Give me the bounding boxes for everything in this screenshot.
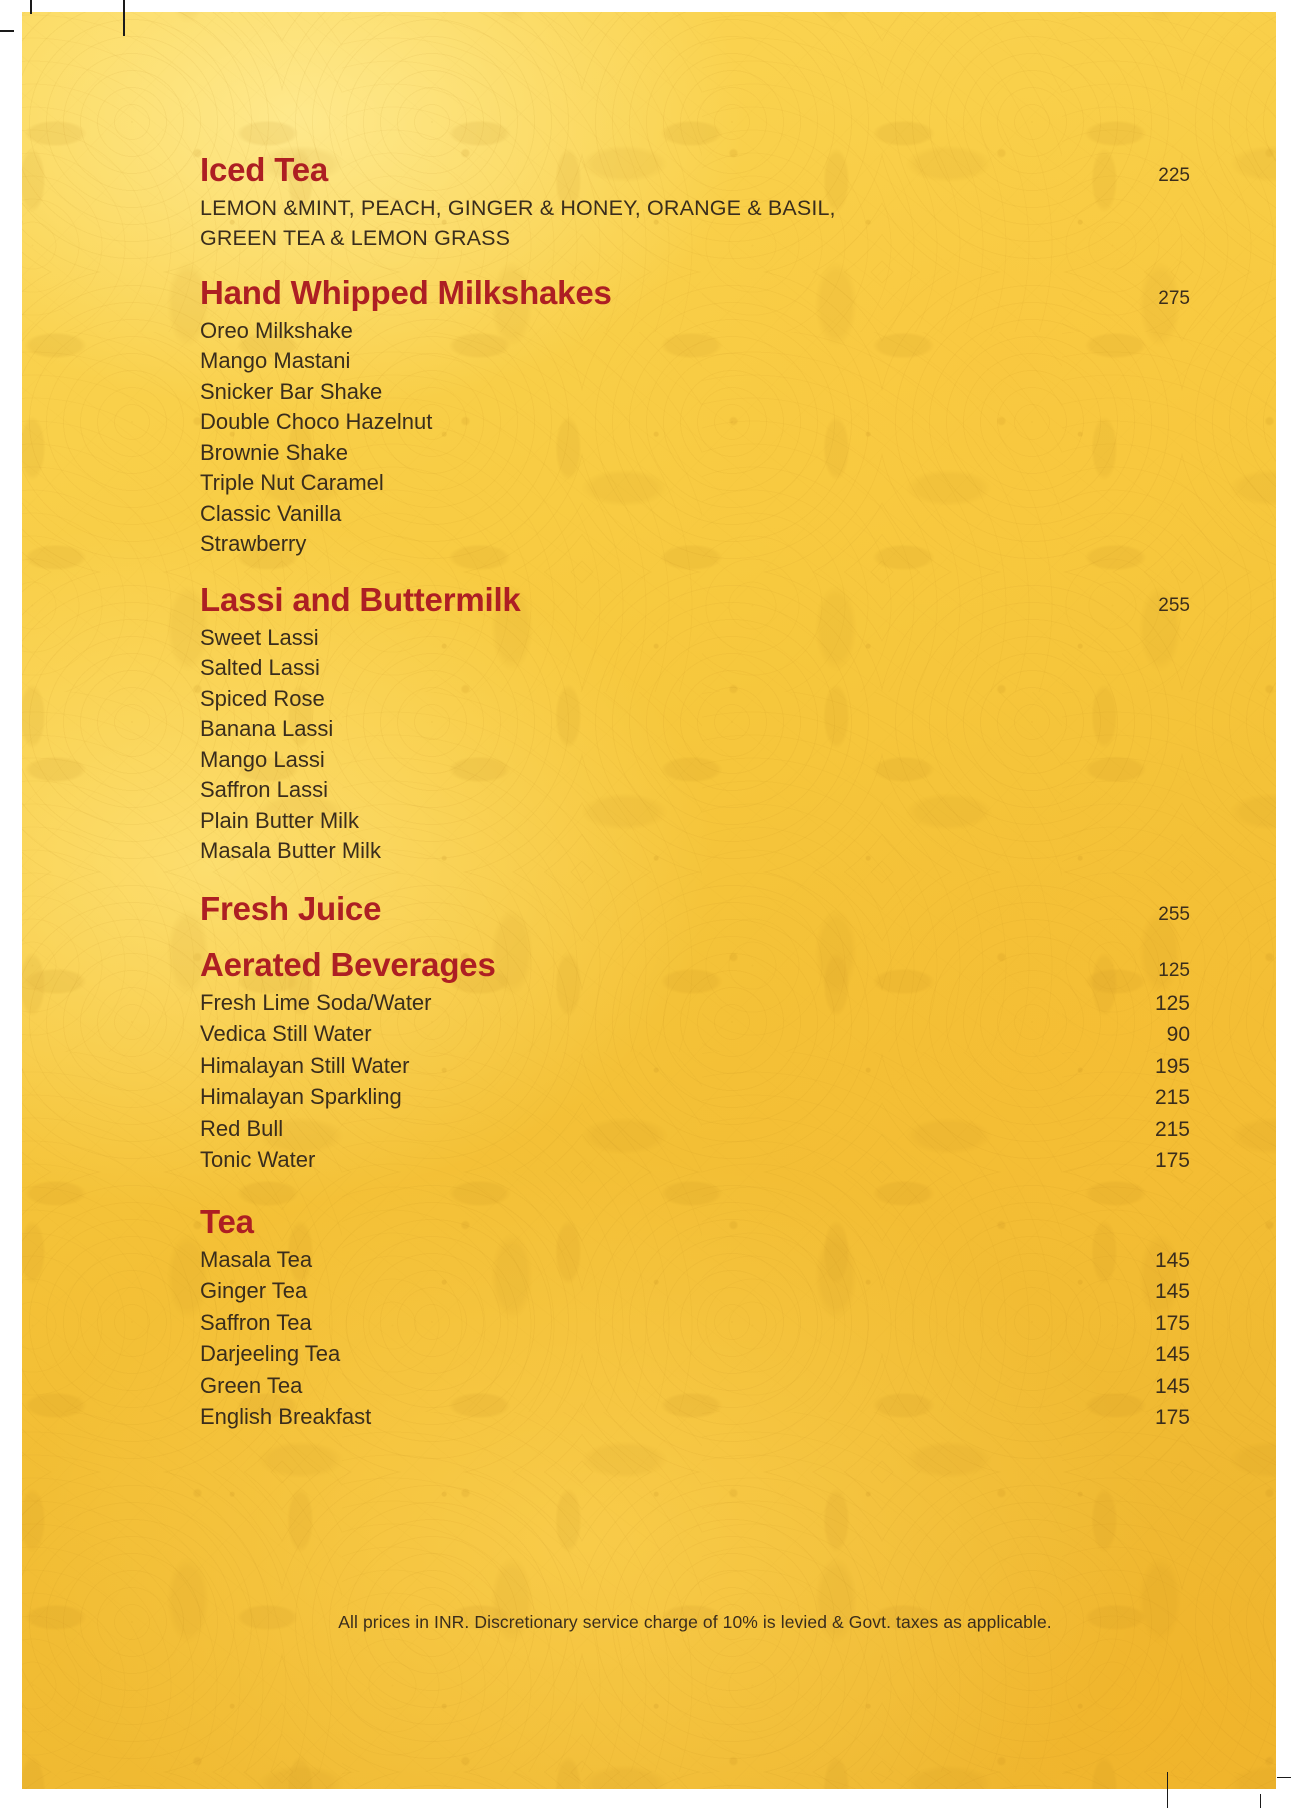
item-name: Salted Lassi	[200, 655, 320, 681]
section-subtitle-line-2: GREEN TEA & LEMON GRASS	[200, 226, 511, 251]
list-item	[200, 407, 1190, 438]
item-name: Double Choco Hazelnut	[200, 409, 433, 435]
item-name: Strawberry	[200, 531, 307, 557]
list-item	[200, 1082, 1190, 1114]
list-item	[200, 653, 1190, 684]
section-header	[200, 275, 1190, 312]
list-item	[200, 684, 1190, 715]
item-name: Darjeeling Tea	[200, 1341, 341, 1367]
item-name: Vedica Still Water	[200, 1021, 372, 1047]
list-item	[200, 1019, 1190, 1051]
menu-section-lassi-and-buttermilk	[200, 582, 1190, 867]
section-items	[200, 316, 1190, 560]
section-header	[200, 152, 1190, 189]
item-name: Ginger Tea	[200, 1278, 308, 1304]
list-item	[200, 468, 1190, 499]
item-name: Fresh Lime Soda/Water	[200, 989, 432, 1015]
list-item	[200, 1145, 1190, 1177]
list-item	[200, 346, 1190, 377]
section-title: Iced Tea	[200, 151, 329, 188]
price-footnote: All prices in INR. Discretionary service charge of 10% is levied & Govt. taxes as applicable.	[338, 1612, 1052, 1632]
section-price: 255	[1158, 594, 1190, 616]
section-title: Fresh Juice	[200, 889, 382, 927]
item-name: Saffron Tea	[200, 1309, 312, 1335]
menu-section-iced-tea	[200, 152, 1190, 254]
section-title: Lassi and Buttermilk	[200, 580, 521, 618]
section-items	[200, 623, 1190, 867]
list-item	[200, 775, 1190, 806]
item-name: Red Bull	[200, 1115, 284, 1141]
item-name: Snicker Bar Shake	[200, 378, 383, 404]
list-item	[200, 316, 1190, 347]
list-item	[200, 499, 1190, 530]
item-price: 175	[1154, 1406, 1190, 1430]
list-item	[200, 377, 1190, 408]
item-price: 145	[1154, 1374, 1190, 1398]
list-item	[200, 1371, 1190, 1403]
list-item	[200, 1051, 1190, 1083]
item-name: Sweet Lassi	[200, 624, 319, 650]
crop-mark-bottom-right-horizontal	[1277, 1777, 1291, 1779]
menu-section-hand-whipped-milkshakes	[200, 275, 1190, 560]
item-price: 145	[1154, 1343, 1190, 1367]
item-name: Himalayan Sparkling	[200, 1084, 402, 1110]
section-price: 225	[1158, 165, 1190, 186]
section-header	[200, 947, 1190, 984]
item-name: Mango Mastani	[200, 348, 351, 374]
section-header	[200, 582, 1190, 619]
section-items	[200, 1245, 1190, 1434]
item-name: Masala Tea	[200, 1246, 313, 1272]
item-price: 215	[1154, 1086, 1190, 1110]
item-name: Himalayan Still Water	[200, 1052, 410, 1078]
item-name: Classic Vanilla	[200, 500, 342, 526]
item-name: Saffron Lassi	[200, 777, 329, 803]
list-item	[200, 1276, 1190, 1308]
list-item	[200, 529, 1190, 560]
item-price: 145	[1154, 1248, 1190, 1272]
section-price: 255	[1158, 903, 1190, 925]
section-title: Aerated Beverages	[200, 945, 496, 983]
item-price: 195	[1154, 1054, 1190, 1078]
section-items	[200, 988, 1190, 1177]
crop-mark-bottom-right-vertical	[1260, 1794, 1262, 1808]
section-subtitle	[200, 193, 1190, 254]
item-name: Banana Lassi	[200, 716, 334, 742]
crop-mark-bottom-right-vertical-2	[1167, 1772, 1169, 1808]
list-item	[200, 623, 1190, 654]
item-name: Green Tea	[200, 1372, 303, 1398]
menu-sections	[200, 151, 1190, 1632]
item-price: 175	[1154, 1149, 1190, 1173]
list-item	[200, 1245, 1190, 1277]
crop-mark-top-left-vertical-2	[123, 0, 125, 36]
list-item	[200, 745, 1190, 776]
item-name: Tonic Water	[200, 1147, 316, 1173]
section-price: 125	[1158, 959, 1190, 981]
item-name: English Breakfast	[200, 1404, 372, 1430]
item-price: 90	[1166, 1023, 1190, 1047]
section-title: Tea	[200, 1202, 254, 1240]
item-name: Spiced Rose	[200, 685, 325, 711]
list-item	[200, 1339, 1190, 1371]
list-item	[200, 988, 1190, 1020]
list-item	[200, 836, 1190, 867]
crop-mark-top-left-vertical	[30, 0, 32, 14]
section-title: Hand Whipped Milkshakes	[200, 273, 612, 311]
list-item	[200, 1402, 1190, 1434]
crop-mark-top-left-horizontal	[0, 30, 14, 32]
menu-page	[22, 12, 1276, 1789]
item-name: Masala Butter Milk	[200, 838, 381, 864]
item-name: Mango Lassi	[200, 746, 325, 772]
list-item	[200, 1114, 1190, 1146]
list-item	[200, 438, 1190, 469]
item-price: 215	[1154, 1117, 1190, 1141]
item-name: Oreo Milkshake	[200, 317, 353, 343]
item-name: Triple Nut Caramel	[200, 470, 384, 496]
section-subtitle-line-1: LEMON &MINT, PEACH, GINGER & HONEY, ORANGE & BASIL,	[200, 195, 836, 220]
section-price: 275	[1158, 287, 1190, 309]
item-price: 145	[1154, 1280, 1190, 1304]
item-price: 175	[1154, 1311, 1190, 1335]
item-name: Plain Butter Milk	[200, 807, 359, 833]
menu-section-tea	[200, 1204, 1190, 1434]
item-name: Brownie Shake	[200, 439, 348, 465]
list-item	[200, 806, 1190, 837]
item-price: 125	[1154, 991, 1190, 1015]
section-header	[200, 891, 1190, 928]
list-item	[200, 714, 1190, 745]
list-item	[200, 1308, 1190, 1340]
menu-section-fresh-juice	[200, 891, 1190, 928]
menu-section-aerated-beverages	[200, 947, 1190, 1177]
section-header	[200, 1204, 1190, 1241]
